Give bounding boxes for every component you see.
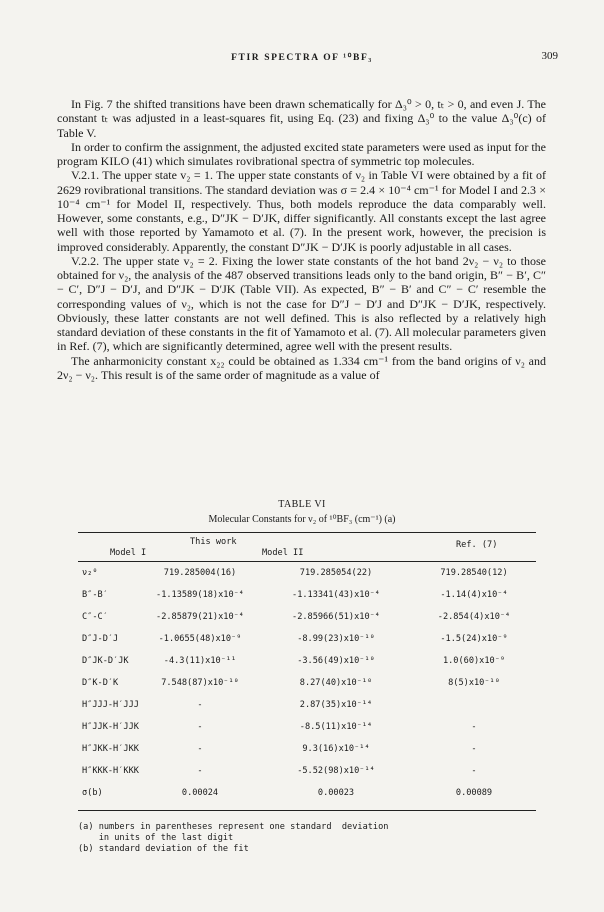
reference-value: - (471, 744, 477, 754)
table-row (78, 788, 536, 802)
reference-value: 719.28540(12) (440, 568, 508, 578)
table-row (78, 700, 536, 714)
row-label: D″J-D′J (82, 634, 119, 644)
table-row (78, 744, 536, 758)
model-2-value: 719.285054(22) (299, 568, 373, 578)
model-1-value: -2.85879(21)x10⁻⁴ (156, 612, 244, 622)
model-1-header: Model I (110, 548, 147, 558)
model-1-value: 0.00024 (181, 788, 219, 798)
footnote-b: (b) standard deviation of the fit (78, 844, 249, 854)
table-header-rule (78, 561, 536, 562)
paragraph: In Fig. 7 the shifted transitions have been drawn schematically for Δ₃⁰ > 0, tₜ > 0, and even J. The constant tₜ was adjusted in a least-squares fit, using Eq. (23) and fixing Δ₃⁰ to the value Δ₃⁰(c) of Table V. (57, 97, 546, 140)
model-2-value: 2.87(35)x10⁻¹⁴ (299, 700, 373, 710)
paragraph: V.2.1. The upper state v₂ = 1. The upper state constants of ν₂ in Table VI were obtained by a fit of 2629 rovibrational transitions. The standard deviation was σ = 2.4 × 10⁻⁴ cm⁻¹ for Model I and 2.3 × 10⁻⁴ cm⁻¹ for Model II, respectively. Thus, both models reproduce the data comparably well. However, some constants, e.g., D″JK − D′JK, differ significantly. All constants except the last agree well with those reported by Yamamoto et al. (7). In the present work, however, the precision is improved considerably. Apparently, the constant D″JK − D′JK is poorly adjustable in all cases. (57, 168, 546, 254)
row-label: H″JJJ-H′JJJ (82, 700, 139, 710)
row-label: C″-C′ (82, 612, 108, 622)
model-2-value: -2.85966(51)x10⁻⁴ (292, 612, 380, 622)
table-row (78, 722, 536, 736)
row-label: B″-B′ (82, 590, 108, 600)
model-2-value: -3.56(49)x10⁻¹⁰ (297, 656, 375, 666)
table-row (78, 612, 536, 626)
model-2-value: -8.99(23)x10⁻¹⁰ (297, 634, 375, 644)
table-row (78, 590, 536, 604)
model-2-value: -1.13341(43)x10⁻⁴ (292, 590, 380, 600)
this-work-header: This work (190, 537, 237, 547)
model-1-value: - (197, 744, 203, 754)
model-1-value: 7.548(87)x10⁻¹⁰ (161, 678, 239, 688)
model-1-value: - (197, 700, 203, 710)
row-label: H″JKK-H′JKK (82, 744, 139, 754)
page-number: 309 (541, 50, 558, 62)
table-row (78, 766, 536, 780)
row-label: D″K-D′K (82, 678, 119, 688)
row-label: H″JJK-H′JJK (82, 722, 139, 732)
paragraph: In order to confirm the assignment, the adjusted excited state parameters were used as input for the program KILO (41) which simulates rovibrational spectra of symmetric top molecules. (57, 139, 546, 168)
reference-value: -1.14(4)x10⁻⁴ (440, 590, 508, 600)
table-row (78, 678, 536, 692)
model-2-value: -5.52(98)x10⁻¹⁴ (297, 766, 375, 776)
table-caption: Molecular Constants for ν₂ of ¹⁰BF₃ (cm⁻¹) (a) (208, 514, 396, 525)
reference-value: 8(5)x10⁻¹⁰ (448, 678, 500, 688)
page-header (0, 48, 604, 68)
model-1-value: - (197, 766, 203, 776)
model-2-value: 0.00023 (317, 788, 355, 798)
table-top-rule (78, 532, 536, 533)
reference-value: - (471, 766, 477, 776)
table-number: TABLE VI (278, 499, 326, 510)
reference-value: 1.0(60)x10⁻⁹ (442, 656, 506, 666)
model-1-value: -1.0655(48)x10⁻⁹ (158, 634, 242, 644)
reference-value: - (471, 722, 477, 732)
reference-header: Ref. (7) (456, 540, 498, 550)
table-row (78, 634, 536, 648)
row-label: D″JK-D′JK (82, 656, 129, 666)
running-title: FTIR SPECTRA OF ¹⁰BF₃ (231, 53, 373, 63)
model-2-header: Model II (262, 548, 304, 558)
row-label: σ(b) (82, 788, 103, 798)
model-2-value: -8.5(11)x10⁻¹⁴ (299, 722, 373, 732)
row-label: ν₂⁰ (82, 568, 98, 578)
reference-value: 0.00089 (455, 788, 493, 798)
table-row (78, 656, 536, 670)
table-bottom-rule (78, 810, 536, 811)
row-label: H″KKK-H′KKK (82, 766, 139, 776)
model-1-value: -4.3(11)x10⁻¹¹ (163, 656, 237, 666)
model-2-value: 8.27(40)x10⁻¹⁰ (299, 678, 373, 688)
model-1-value: - (197, 722, 203, 732)
reference-value: -1.5(24)x10⁻⁹ (440, 634, 508, 644)
model-1-value: -1.13589(18)x10⁻⁴ (156, 590, 244, 600)
paragraph: V.2.2. The upper state v₂ = 2. Fixing the lower state constants of the hot band 2ν₂ − ν₂ to those obtained for ν₂, the analysis of the 487 observed transitions leads only to the band origin, B″ − B′, C″ − C′, D″J − D′J, and D″JK − D′JK (Table VII). As expected, B″ − B′ and C″ − C′ resemble the corresponding values of ν₂, which is not the case for D″J − D′J and D″JK − D′JK, respectively. Obviously, these latter constants are not well defined. This is also reflected by a relatively high standard deviation of these constants in the fit of Yamamoto et al. (7). All molecular parameters given in Ref. (7), which are significantly determined, agree well with the present results. (57, 253, 546, 354)
reference-value: -2.854(4)x10⁻⁴ (437, 612, 511, 622)
body-text (57, 97, 546, 382)
model-1-value: 719.285004(16) (163, 568, 237, 578)
footnote-a: (a) numbers in parentheses represent one standard deviation in units of the last digit (78, 822, 389, 843)
paragraph: The anharmonicity constant x₂₂ could be obtained as 1.334 cm⁻¹ from the band origins of ν₂ and 2ν₂ − ν₂. This result is of the same order of magnitude as a value of (57, 353, 546, 382)
table-row (78, 568, 536, 582)
model-2-value: 9.3(16)x10⁻¹⁴ (302, 744, 370, 754)
table-footnotes (78, 822, 538, 855)
